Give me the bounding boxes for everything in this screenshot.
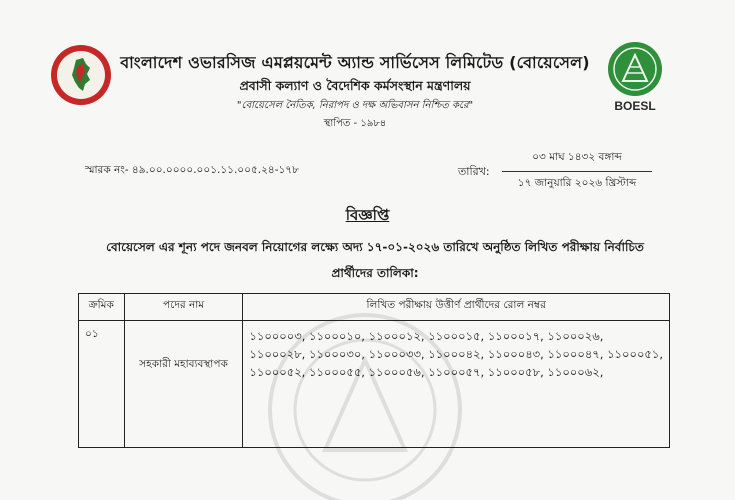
date-label: তারিখ: — [458, 165, 490, 178]
roll-line: ১১০০০০৩, ১১০০০১০, ১১০০০১২, ১১০০০১৫, ১১০০০১৭, ১১০০০২৬, — [249, 329, 604, 343]
boesl-logo — [603, 41, 667, 119]
government-seal-logo — [50, 44, 112, 106]
ministry-name: প্রবাসী কল্যাণ ও বৈদেশিক কর্মসংস্থান মন্ত্রণালয় — [239, 78, 471, 93]
results-table — [78, 293, 670, 448]
notice-title-text: বিজ্ঞপ্তি — [345, 206, 390, 224]
date-bangla: ০৩ মাঘ ১৪৩২ বঙ্গাব্দ — [502, 150, 652, 172]
intro-line-2: প্রার্থীদের তালিকা: — [331, 266, 419, 280]
table-header-row — [79, 294, 670, 321]
header-roll-numbers: লিখিত পরীক্ষায় উত্তীর্ণ প্রার্থীদের রোল নম্বর — [243, 294, 670, 321]
intro-line-1: বোয়েসেল এর শূন্য পদে জনবল নিয়োগের লক্ষ্যে অদ্য ১৭-০১-২০২৬ তারিখে অনুষ্ঠিত লিখিত পরীক্ষায় নির্বাচিত — [106, 240, 644, 254]
post-name-cell: সহকারী মহাব্যবস্থাপক — [124, 321, 243, 448]
header-post-name: পদের নাম — [124, 294, 243, 321]
roll-line: ১১০০০৫২, ১১০০০৫৫, ১১০০০৫৬, ১১০০০৫৭, ১১০০০৫৮, ১১০০০৬২, — [249, 365, 604, 379]
boesl-emblem-icon — [603, 41, 667, 99]
boesl-logo-text: BOESL — [614, 99, 656, 113]
established-year: স্থাপিত - ১৯৮৪ — [323, 118, 387, 129]
roll-line: ১১০০০২৮, ১১০০০৩০, ১১০০০৩৩, ১১০০০৪২, ১১০০০৪৩, ১১০০০৪৭, ১১০০০৫১, — [249, 347, 663, 361]
serial-cell: ০১ — [79, 321, 125, 448]
date-box — [502, 150, 652, 193]
notice-title — [0, 204, 735, 229]
organization-name: বাংলাদেশ ওভারসিজ এমপ্লয়মেন্ট অ্যান্ড সার্ভিসেস লিমিটেড (বোয়েসেল) — [120, 53, 590, 72]
roll-numbers-cell — [243, 321, 670, 448]
table-row — [79, 321, 670, 448]
memo-number: স্মারক নং- ৪৯.০০.০০০০.০০১.১১.০০৫.২৪-১৭৮ — [85, 164, 299, 176]
organization-motto: "বোয়েসেল নৈতিক, নিরাপদ ও দক্ষ অভিবাসন নিশ্চিত করে" — [236, 100, 474, 111]
date-gregorian: ১৭ জানুয়ারি ২০২৬ খ্রিস্টাব্দ — [517, 177, 637, 189]
header-serial: ক্রমিক — [79, 294, 125, 321]
notice-intro — [95, 234, 655, 286]
